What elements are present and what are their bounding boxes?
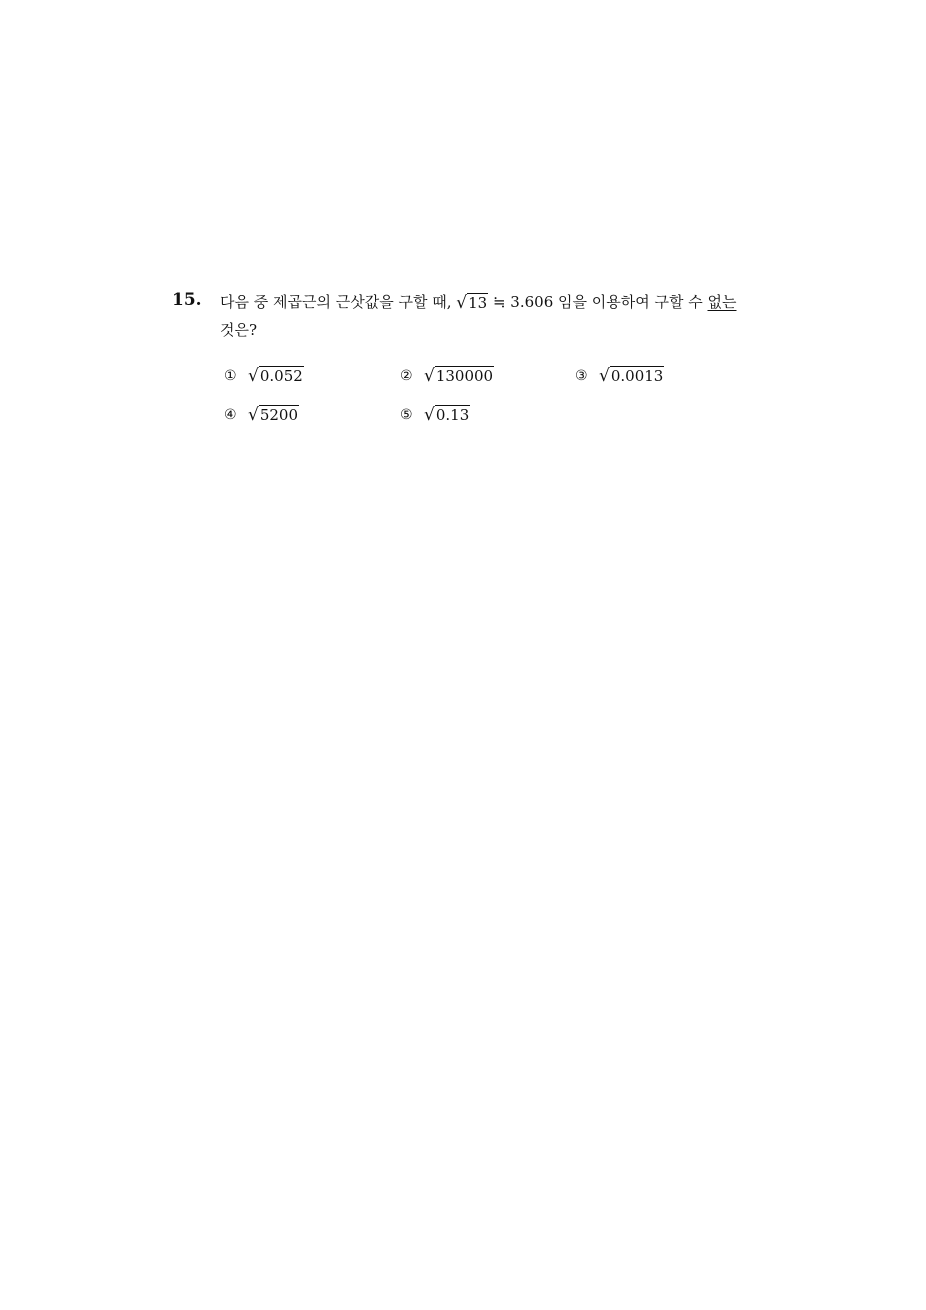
choice-3[interactable] — [575, 364, 664, 387]
choice-marker: ④ — [224, 407, 237, 423]
stem-text-1: 다음 중 제곱근의 근삿값을 구할 때, — [220, 293, 457, 311]
choice-marker: ② — [400, 368, 413, 384]
choice-radicand: 130000 — [435, 366, 494, 385]
stem-sqrt — [456, 293, 488, 312]
choice-radicand: 0.0013 — [610, 366, 664, 385]
choice-sqrt — [424, 405, 470, 424]
choice-radicand: 0.052 — [259, 366, 303, 385]
choice-sqrt — [248, 366, 304, 385]
radical-sign: √ — [424, 366, 435, 386]
choice-radicand: 0.13 — [435, 405, 470, 424]
choice-sqrt — [248, 405, 299, 424]
choice-5[interactable] — [400, 403, 470, 426]
choice-radicand: 5200 — [259, 405, 299, 424]
choice-sqrt — [599, 366, 664, 385]
question-stem — [220, 288, 760, 344]
choice-marker: ⑤ — [400, 407, 413, 423]
radical-sign: √ — [424, 405, 435, 425]
question-number: 15. — [172, 290, 202, 310]
stem-text-2: ≒ 3.606 임을 이용하여 구할 수 — [488, 293, 708, 311]
choice-1[interactable] — [224, 364, 304, 387]
stem-radicand: 13 — [468, 293, 488, 312]
choice-marker: ① — [224, 368, 237, 384]
choice-4[interactable] — [224, 403, 299, 426]
stem-underlined-word: 없는 — [707, 293, 737, 311]
choice-2[interactable] — [400, 364, 494, 387]
radical-sign: √ — [248, 366, 259, 386]
radical-sign: √ — [599, 366, 610, 386]
radical-sign: √ — [456, 293, 468, 313]
choice-sqrt — [424, 366, 494, 385]
radical-sign: √ — [248, 405, 259, 425]
choice-marker: ③ — [575, 368, 588, 384]
stem-text-3: 것은? — [220, 321, 258, 339]
